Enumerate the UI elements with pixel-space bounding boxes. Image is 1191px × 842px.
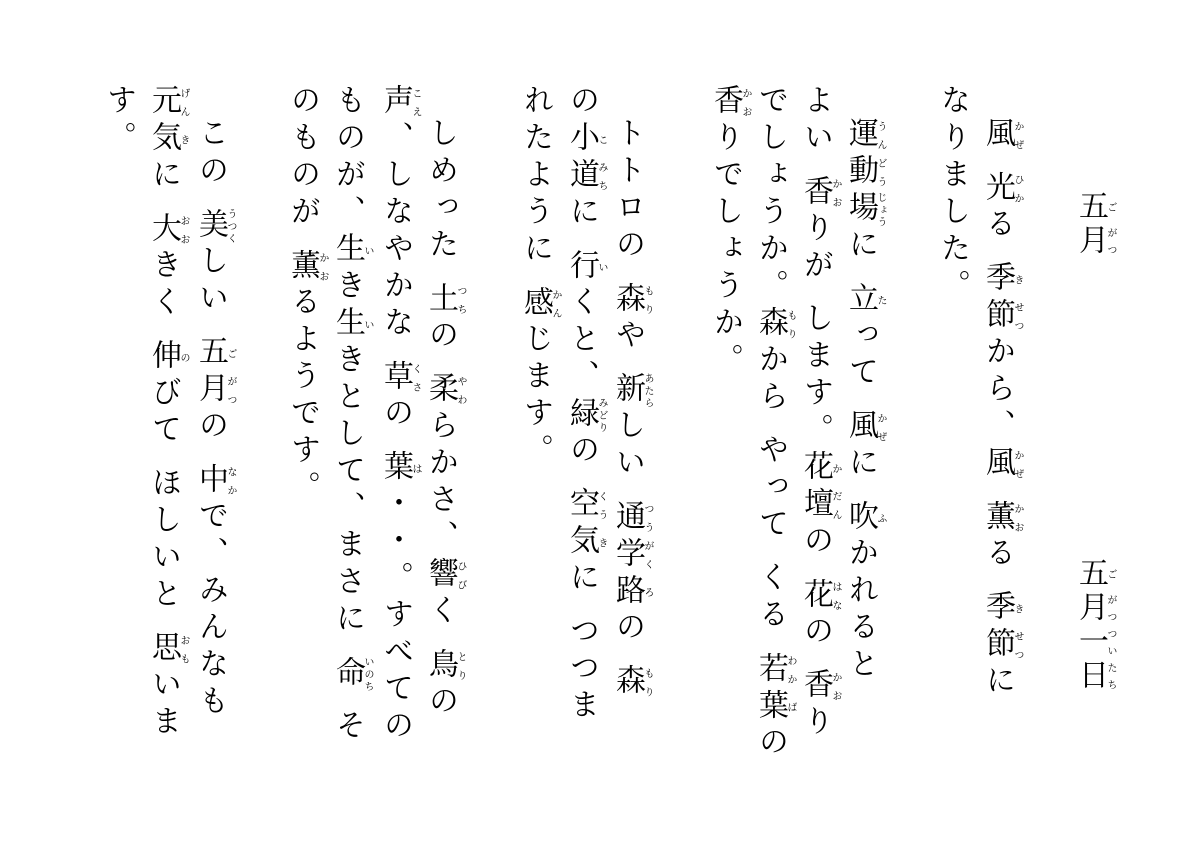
body-line-5: でしょうか。森もりから やって くる 若わか葉ばの <box>753 84 796 763</box>
body-line-13: のものが 薫かおるようです。 <box>285 84 328 508</box>
date-label: 五ご月がつ一つい日たち <box>1073 557 1116 693</box>
body-line-2: なりました。 <box>935 84 970 306</box>
body-line-8: の小こ道みちに 行いくと、緑みどりの 空くう気きに つつま <box>564 84 607 726</box>
title-month: 五ご月がつ <box>1073 190 1116 258</box>
body-line-10: しめった 土つちの 柔やわらかさ、響ひびく 鳥とりの <box>423 117 466 722</box>
body-line-16: す。 <box>101 84 136 158</box>
body-line-1: 風かぜ 光ひかる 季き節せつから、風かぜ 薫かおる 季き節せつに <box>980 117 1023 702</box>
body-line-14: この 美うつくしい 五ご月がつの 中なかで、みんなも <box>193 117 236 722</box>
body-line-15: 元げん気きに 大おおきく 伸のびて ほしいと 思おもいま <box>146 84 189 743</box>
body-line-3: 運うん動どう場じょうに 立たって 風かぜに 吹ふかれると <box>843 117 886 685</box>
body-line-4: よい 香かおりが します。花か壇だんの 花はなの 香かおり <box>798 84 841 743</box>
body-line-11: 声こえ、しなやかな 草くさの 葉は・・。すべての <box>378 84 421 747</box>
body-line-6: 香かおりでしょうか。 <box>708 84 751 380</box>
body-line-7: トトロの 森もりや 新あたらしい 通つう学がく路ろの 森もり <box>610 117 653 702</box>
body-line-12: ものが、生いき生いきとして、まさに 命いのち そ <box>330 84 373 747</box>
body-line-9: れたように 感かんじます。 <box>518 84 561 471</box>
